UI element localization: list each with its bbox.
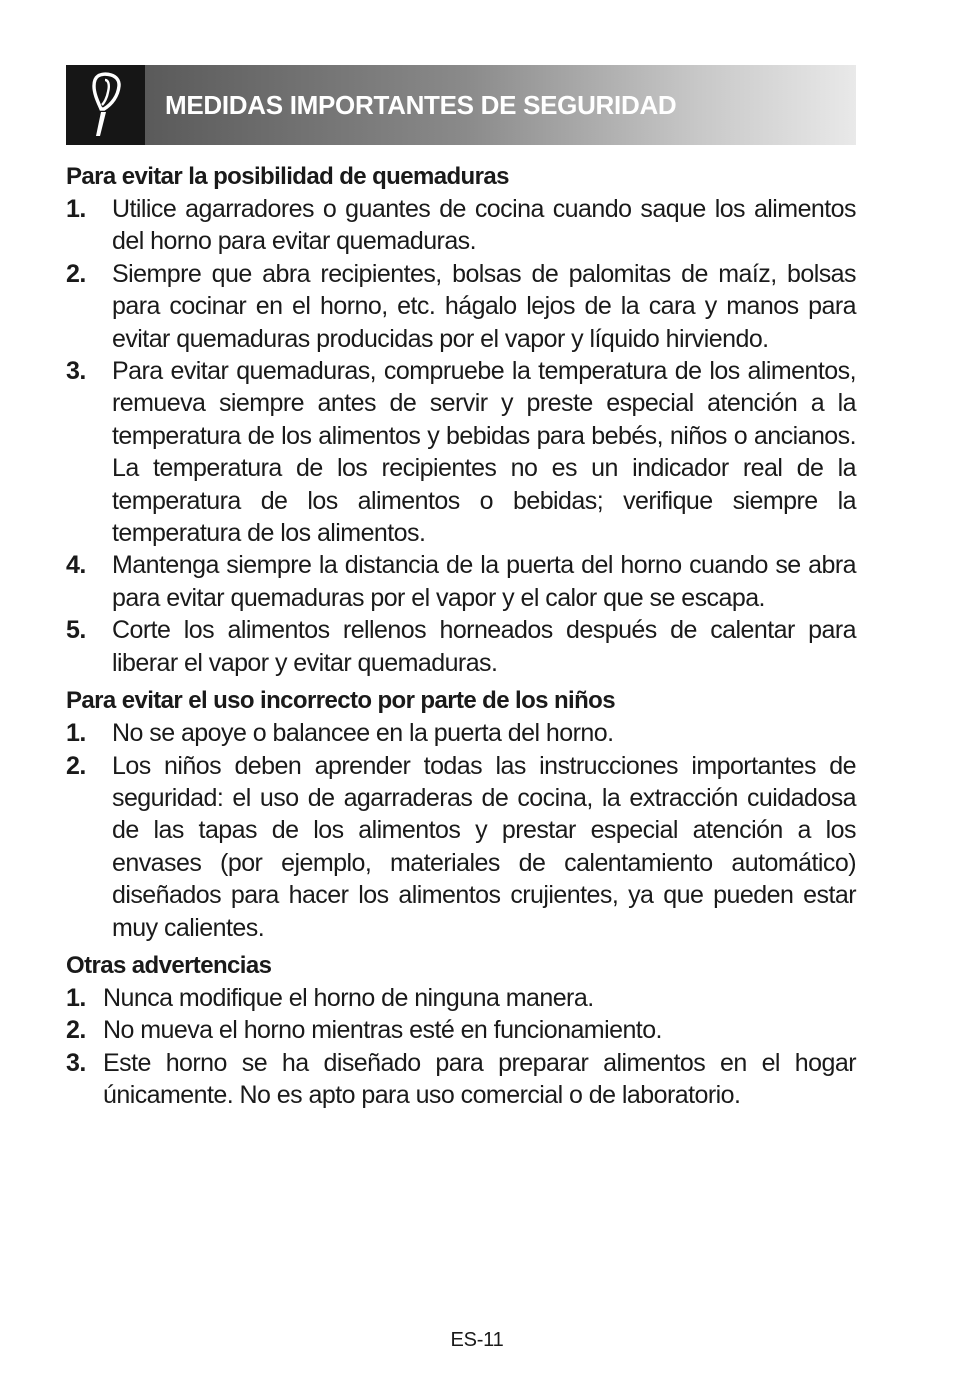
banner-title: MEDIDAS IMPORTANTES DE SEGURIDAD: [165, 89, 677, 120]
section-heading: Para evitar el uso incorrecto por parte de los niños: [66, 687, 615, 715]
list-item: [66, 614, 856, 679]
item-text: Mantenga siempre la distancia de la puerta del horno cuando se abra para evitar quemaduras por el vapor y el calor que se escapa.: [112, 551, 856, 612]
section-children: [66, 685, 856, 944]
list-item: [66, 717, 856, 749]
item-number: 1.: [66, 195, 86, 223]
banner-title-box: [145, 65, 856, 145]
item-number: 4.: [66, 551, 86, 580]
item-text: Nunca modifique el horno de ninguna manera.: [103, 983, 594, 1012]
section-burns: [66, 161, 856, 679]
list-item: [66, 193, 856, 258]
item-number: 2.: [66, 751, 86, 780]
item-number: 5.: [66, 616, 86, 645]
section-heading: Para evitar la posibilidad de quemaduras: [66, 163, 509, 190]
item-number: 2.: [66, 259, 86, 288]
item-text: Utilice agarradores o guantes de cocina cuando saque los alimentos del horno para evitar quemaduras.: [112, 195, 856, 256]
item-text: No se apoye o balancee en la puerta del horno.: [112, 719, 614, 748]
item-text: Corte los alimentos rellenos horneados después de calentar para liberar el vapor y evitar quemaduras.: [112, 616, 856, 677]
section-other-warnings: [66, 950, 856, 1112]
list-item: [66, 258, 856, 355]
item-text: Este horno se ha diseñado para preparar alimentos en el hogar únicamente. No es apto para uso comercial o de laboratorio.: [103, 1048, 856, 1110]
item-text: Los niños deben aprender todas las instrucciones importantes de seguridad: el uso de agarraderas de cocina, la extracción cuidadosa de las tapas de los alimentos y prestar especial atención a los envases (por ejemplo, materiales de calentamiento automático) diseñados para hacer los alimentos crujientes, ya que pueden estar muy calientes.: [112, 751, 856, 942]
banner-icon-box: [66, 65, 145, 145]
list-item: [66, 982, 856, 1014]
list-item: [66, 1014, 856, 1046]
section-banner: [66, 65, 856, 145]
list-item: [66, 355, 856, 549]
item-number: 1.: [66, 983, 86, 1012]
item-number: 3.: [66, 357, 86, 386]
item-text: Siempre que abra recipientes, bolsas de palomitas de maíz, bolsas para cocinar en el horno, etc. hágalo lejos de la cara y manos para evitar quemaduras producidas por el vapor y líquido hirviendo.: [112, 259, 856, 353]
item-text: Para evitar quemaduras, compruebe la temperatura de los alimentos, remueva siempre antes de servir y preste especial atención a la temperatura de los alimentos y bebidas para bebés, niños o ancianos. La temperatura de los recipientes no es un indicador real de la temperatura de los alimentos o bebidas; verifique siempre la temperatura de los alimentos.: [112, 357, 856, 548]
list-item: [66, 1047, 856, 1112]
item-text: No mueva el horno mientras esté en funcionamiento.: [103, 1016, 662, 1045]
item-number: 1.: [66, 719, 86, 748]
list-item: [66, 750, 856, 944]
page-number: ES-11: [450, 1329, 504, 1351]
exclamation-icon: [88, 72, 124, 138]
list-item: [66, 549, 856, 614]
page-content: [66, 161, 856, 1118]
item-number: 3.: [66, 1048, 86, 1077]
section-heading: Otras advertencias: [66, 951, 272, 979]
item-number: 2.: [66, 1016, 86, 1045]
